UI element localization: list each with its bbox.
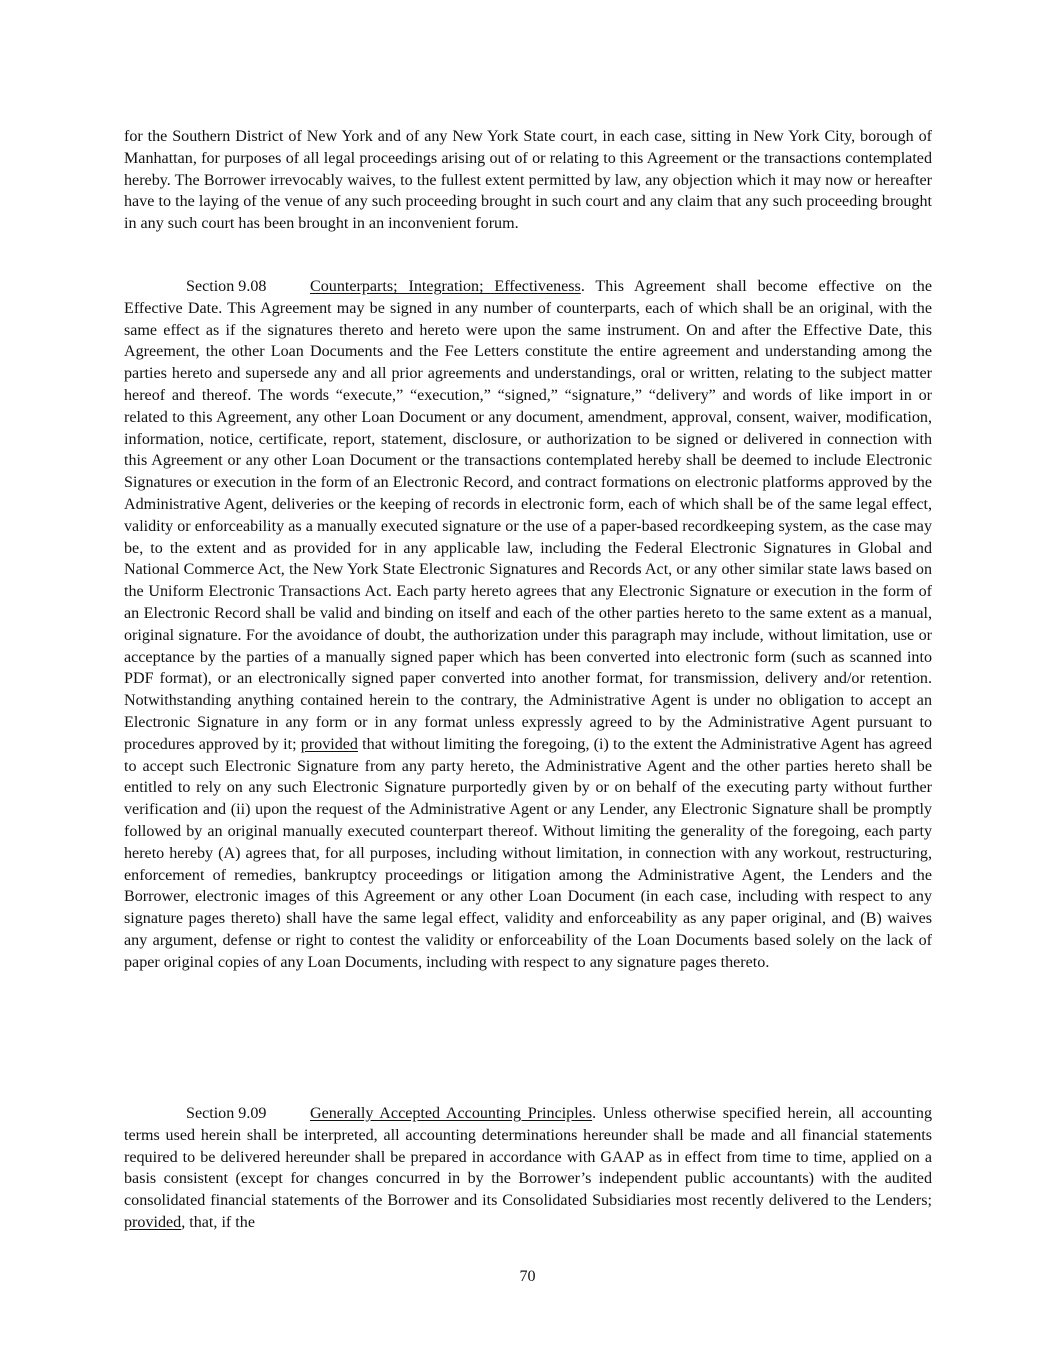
proviso-term: provided (124, 1213, 182, 1231)
section-body-part-b: , that, if the (181, 1213, 255, 1231)
section-body-part-b: that without limiting the foregoing, (i) to the extent the Administrative Agent has agreed to accept such Electronic Signature from any party hereto, the Administrative Agent and the other parties hereto shall be entitled to rely on any such Electronic Signature purportedly given by or on behalf of the executing party without further verification and (ii) upon the request of the Administrative Agent or any Lender, any Electronic Signature shall be promptly followed by an original manually executed counterpart thereof. Without limiting the generality of the foregoing, each party hereto hereby (A) agrees that, for all purposes, including without limitation, in connection with any workout, restructuring, enforcement of remedies, bankruptcy proceedings or litigation among the Administrative Agent, the Lenders and the Borrower, electronic images of this Agreement or any other Loan Document (in each case, including with respect to any signature pages thereto) shall have the same legal effect, validity and enforceability as any paper original, and (B) waives any argument, defense or right to contest the validity or enforceability of the Loan Documents based solely on the lack of paper original copies of any Loan Documents, including with respect to any signature pages thereto. (124, 735, 932, 971)
section-9-08 (124, 276, 932, 974)
section-body-part-a: . Unless otherwise specified herein, all accounting terms used herein shall be interpreted, all accounting determinations hereunder shall be made and all financial statements required to be delivered hereunder shall be prepared in accordance with GAAP as in effect from time to time, applied on a basis consistent (except for changes concurred in by the Borrower’s independent public accountants) with the audited consolidated financial statements of the Borrower and its Consolidated Subsidiaries most recently delivered to the Lenders; (124, 1105, 932, 1210)
proviso-term: provided (300, 735, 358, 753)
paragraph-continuation (124, 126, 932, 235)
section-heading: Counterparts; Integration; Effectiveness (310, 278, 581, 295)
paragraph-text: for the Southern District of New York and of any New York State court, in each case, sitting in New York City, borough of Manhattan, for purposes of all legal proceedings arising out of or relating to this Agreement or the transactions contemplated hereby. The Borrower irrevocably waives, to the fullest extent permitted by law, any objection which it may now or hereafter have to the laying of the venue of any such proceeding brought in such court and any claim that any such proceeding brought in any such court has been brought in an inconvenient forum. (124, 128, 932, 233)
section-9-09 (124, 1103, 932, 1234)
section-number: Section 9.08 (186, 278, 267, 295)
section-heading: Generally Accepted Accounting Principles (310, 1105, 593, 1122)
section-body-part-a: . This Agreement shall become effective on the Effective Date. This Agreement may be signed in any number of counterparts, each of which shall be an original, with the same effect as if the signatures thereto and hereto were upon the same instrument. On and after the Effective Date, this Agreement, the other Loan Documents and the Fee Letters constitute the entire agreement and understanding among the parties hereto and supersede any and all prior agreements and understandings, oral or written, relating to the subject matter hereof and thereof. The words “execute,” “execution,” “signed,” “signature,” “delivery” and words of like import in or related to this Agreement, any other Loan Document or any document, amendment, approval, consent, waiver, modification, information, notice, certificate, report, statement, disclosure, or authorization to be signed or delivered in connection with this Agreement or any other Loan Document or the transactions contemplated hereby shall be deemed to include Electronic Signatures or execution in the form of an Electronic Record, and contract formations on electronic platforms approved by the Administrative Agent, deliveries or the keeping of records in electronic form, each of which shall be of the same legal effect, validity or enforceability as a manually executed signature or the use of a paper-based recordkeeping system, as the case may be, to the extent and as provided for in any applicable law, including the Federal Electronic Signatures in Global and National Commerce Act, the New York State Electronic Signatures and Records Act, or any other similar state laws based on the Uniform Electronic Transactions Act. Each party hereto agrees that any Electronic Signature or execution in the form of an Electronic Record shall be valid and binding on itself and each of the other parties hereto to the same extent as a manual, original signature. For the avoidance of doubt, the authorization under this paragraph may include, without limitation, use or acceptance by the parties of a manually signed paper which has been converted into electronic form (such as scanned into PDF format), or an electronically signed paper converted into another format, for transmission, delivery and/or retention. Notwithstanding anything contained herein to the contrary, the Administrative Agent is under no obligation to accept an Electronic Signature in any form or in any format unless expressly agreed to by the Administrative Agent pursuant to procedures approved by it; (124, 278, 932, 753)
section-number: Section 9.09 (186, 1105, 267, 1122)
page-number: 70 (519, 1268, 536, 1285)
